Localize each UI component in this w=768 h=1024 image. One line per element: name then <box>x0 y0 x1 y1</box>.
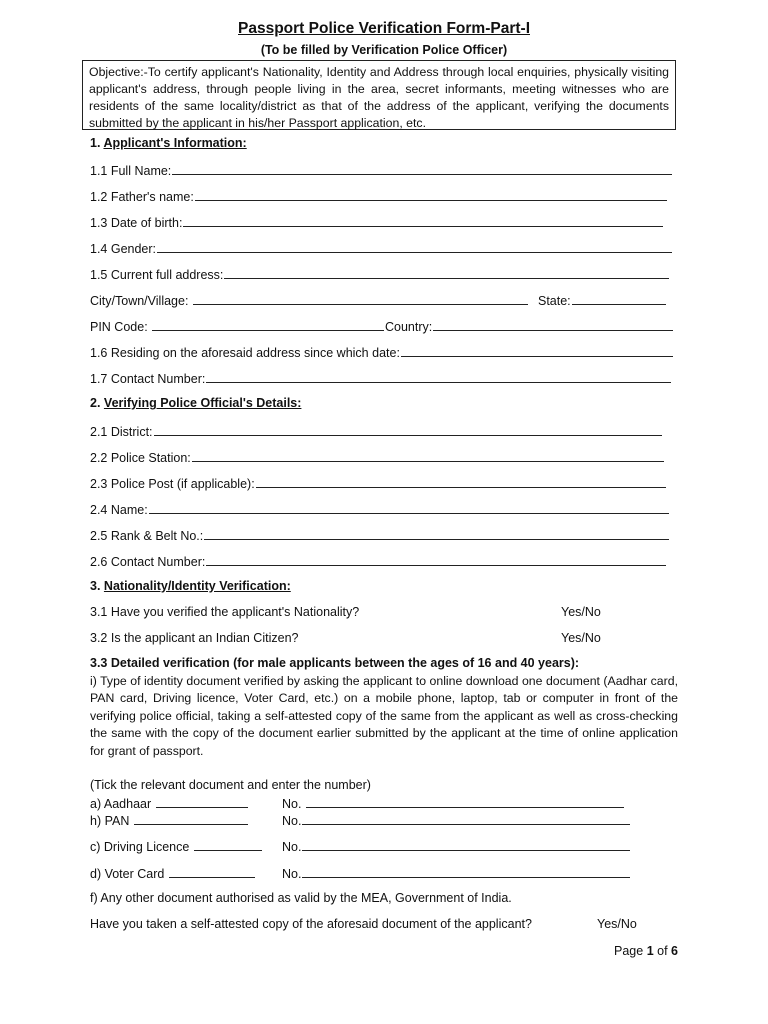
official-name-field[interactable] <box>90 501 669 517</box>
form-subtitle: (To be filled by Verification Police Officer) <box>260 43 508 57</box>
citizen-question: 3.2 Is the applicant an Indian Citizen? <box>90 631 299 645</box>
doc-pan-number-line[interactable] <box>302 812 630 825</box>
full-name-label: 1.1 Full Name: <box>90 164 172 178</box>
address-field[interactable] <box>90 266 669 282</box>
country-line[interactable] <box>433 318 673 331</box>
section-2-number: 2. <box>90 396 101 410</box>
address-label: 1.5 Current full address: <box>90 268 224 282</box>
official-name-label: 2.4 Name: <box>90 503 148 517</box>
doc-driving-licence-number-line[interactable] <box>302 838 630 851</box>
gender-label: 1.4 Gender: <box>90 242 157 256</box>
police-station-field[interactable] <box>90 449 664 465</box>
state-field[interactable] <box>538 292 666 308</box>
district-line[interactable] <box>154 423 662 436</box>
section-2-title: Verifying Police Official's Details: <box>103 396 302 410</box>
police-post-field[interactable] <box>90 475 666 491</box>
detailed-verification-text: i) Type of identity document verified by asking the applicant to online download one document (Aadhar card, PAN card, Driving licence, Voter Card, etc.) on a mobile phone, laptop, tab or computer in front of the verifying police official, taking a self-attested copy of the same from the applicant as well as cross-checking the same with the copy of the document earlier submitted by the applicant at the time of online application for grant of passport. <box>90 674 678 758</box>
rank-belt-label: 2.5 Rank & Belt No.: <box>90 529 204 543</box>
page-number <box>614 944 678 958</box>
citizen-yes-no[interactable]: Yes/No <box>561 631 601 645</box>
doc-driving-licence-label: c) Driving Licence <box>90 840 190 854</box>
doc-driving-licence-no-label: No. <box>282 840 302 854</box>
police-station-label: 2.2 Police Station: <box>90 451 191 465</box>
doc-driving-licence-number-field[interactable] <box>282 838 630 854</box>
rank-belt-line[interactable] <box>204 527 669 540</box>
doc-driving-licence-field[interactable] <box>90 838 262 854</box>
city-label: City/Town/Village: <box>90 294 189 308</box>
doc-aadhaar-label: a) Aadhaar <box>90 797 152 811</box>
doc-voter-card-tick-line[interactable] <box>169 865 255 878</box>
dob-label: 1.3 Date of birth: <box>90 216 183 230</box>
state-line[interactable] <box>572 292 666 305</box>
full-name-line[interactable] <box>172 162 672 175</box>
section-3-number: 3. <box>90 579 101 593</box>
applicant-contact-label: 1.7 Contact Number: <box>90 372 206 386</box>
doc-pan-number-field[interactable] <box>282 812 630 828</box>
district-label: 2.1 District: <box>90 425 153 439</box>
gender-field[interactable] <box>90 240 672 256</box>
applicant-contact-field[interactable] <box>90 370 671 386</box>
page-of: of <box>657 944 668 958</box>
residing-since-field[interactable] <box>90 344 673 360</box>
rank-belt-field[interactable] <box>90 527 669 543</box>
country-label: Country: <box>385 320 433 334</box>
father-name-line[interactable] <box>195 188 667 201</box>
official-contact-line[interactable] <box>206 553 666 566</box>
section-1-title: Applicant's Information: <box>103 136 247 150</box>
section-1-heading <box>90 136 247 150</box>
police-post-label: 2.3 Police Post (if applicable): <box>90 477 255 491</box>
doc-pan-no-label: No. <box>282 814 302 828</box>
page-prefix: Page <box>614 944 644 958</box>
pin-field[interactable] <box>90 318 384 334</box>
section-3-title: Nationality/Identity Verification: <box>103 579 291 593</box>
doc-pan-field[interactable] <box>90 812 248 828</box>
official-contact-label: 2.6 Contact Number: <box>90 555 206 569</box>
dob-line[interactable] <box>183 214 663 227</box>
official-contact-field[interactable] <box>90 553 666 569</box>
objective-box: Objective:-To certify applicant's Nationality, Identity and Address through local enquiries, physically visiting applicant's address, through people living in the area, secret informants, meeting witnesses who are residents of the same locality/district as that of the address of the applicant, verifying the documents submitted by the applicant in his/her Passport application, etc. <box>82 60 676 130</box>
gender-line[interactable] <box>157 240 672 253</box>
applicant-contact-line[interactable] <box>206 370 671 383</box>
residing-since-label: 1.6 Residing on the aforesaid address since which date: <box>90 346 400 360</box>
official-name-line[interactable] <box>149 501 669 514</box>
police-station-line[interactable] <box>192 449 664 462</box>
police-post-line[interactable] <box>256 475 666 488</box>
doc-voter-card-label: d) Voter Card <box>90 867 165 881</box>
doc-driving-licence-tick-line[interactable] <box>194 838 262 851</box>
doc-aadhaar-no-label: No. <box>282 797 302 811</box>
residing-since-line[interactable] <box>401 344 673 357</box>
tick-instruction: (Tick the relevant document and enter the number) <box>90 778 371 792</box>
form-title: Passport Police Verification Form-Part-I <box>238 20 530 37</box>
country-field[interactable] <box>385 318 673 334</box>
father-name-label: 1.2 Father's name: <box>90 190 194 204</box>
doc-voter-card-number-line[interactable] <box>302 865 630 878</box>
doc-aadhaar-field[interactable] <box>90 795 248 811</box>
doc-pan-tick-line[interactable] <box>134 812 248 825</box>
nationality-yes-no[interactable]: Yes/No <box>561 605 601 619</box>
doc-aadhaar-number-line[interactable] <box>306 795 624 808</box>
doc-voter-card-field[interactable] <box>90 865 255 881</box>
other-document-text: f) Any other document authorised as valid by the MEA, Government of India. <box>90 891 512 905</box>
doc-pan-label: h) PAN <box>90 814 130 828</box>
pin-line[interactable] <box>152 318 384 331</box>
city-line[interactable] <box>193 292 528 305</box>
section-1-number: 1. <box>90 136 101 150</box>
state-label: State: <box>538 294 571 308</box>
father-name-field[interactable] <box>90 188 667 204</box>
city-field[interactable] <box>90 292 528 308</box>
district-field[interactable] <box>90 423 662 439</box>
self-attested-question: Have you taken a self-attested copy of the aforesaid document of the applicant? <box>90 917 532 931</box>
section-3-heading <box>90 579 291 593</box>
doc-voter-card-no-label: No. <box>282 867 302 881</box>
pin-label: PIN Code: <box>90 320 148 334</box>
address-line[interactable] <box>224 266 669 279</box>
page-total: 6 <box>671 944 678 958</box>
full-name-field[interactable] <box>90 162 672 178</box>
nationality-question: 3.1 Have you verified the applicant's Nationality? <box>90 605 360 619</box>
dob-field[interactable] <box>90 214 663 230</box>
doc-voter-card-number-field[interactable] <box>282 865 630 881</box>
doc-aadhaar-tick-line[interactable] <box>156 795 248 808</box>
doc-aadhaar-number-field[interactable] <box>282 795 624 811</box>
detailed-verification-heading: 3.3 Detailed verification (for male applicants between the ages of 16 and 40 years): <box>90 656 580 670</box>
section-2-heading <box>90 396 301 410</box>
self-attested-yes-no[interactable]: Yes/No <box>597 917 637 931</box>
page-current: 1 <box>646 944 654 958</box>
